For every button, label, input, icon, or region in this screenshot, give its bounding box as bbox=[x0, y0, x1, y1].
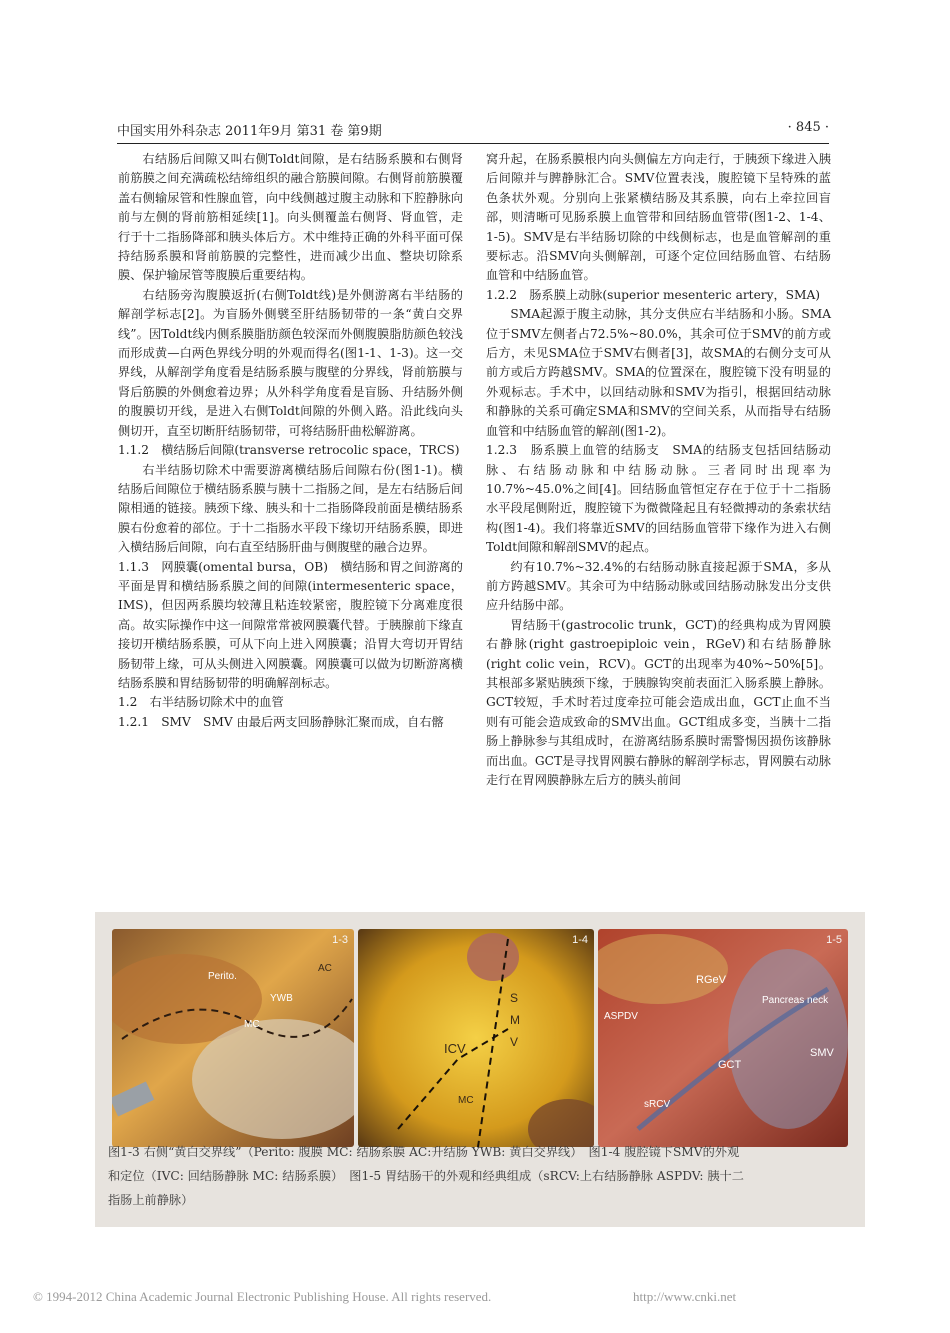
caption-line-2: 和定位（IVC: 回结肠静脉 MC: 结肠系膜） 图1-5 胃结肠干的外观和经典组成（sRCV:上右结肠静脉 ASPDV: 胰十二 bbox=[108, 1169, 744, 1183]
caption-line-3: 指肠上前静脉） bbox=[108, 1193, 194, 1207]
annotation-m: M bbox=[510, 1013, 520, 1027]
annotation-mc-1-4: MC bbox=[458, 1095, 474, 1106]
annotation-rgev: RGeV bbox=[696, 974, 726, 986]
right-column bbox=[486, 150, 831, 790]
annotation-v: V bbox=[510, 1035, 519, 1049]
annotation-ac: AC bbox=[318, 963, 332, 974]
annotation-pancreas-neck: Pancreas neck bbox=[762, 995, 829, 1006]
page-number: · 845 · bbox=[787, 120, 829, 135]
section-heading: 1.2 右半结肠切除术中的血管 bbox=[118, 695, 284, 710]
running-header bbox=[117, 120, 829, 142]
annotation-s: S bbox=[510, 991, 519, 1005]
annotation-perito: Perito. bbox=[208, 971, 237, 982]
paragraph: 约有10.7%~32.4%的右结肠动脉直接起源于SMA，多从前方跨越SMV。其余可为中结肠动脉或回结肠动脉发出分支供应升结肠中部。 bbox=[486, 559, 831, 613]
section-heading: 1.2.2 肠系膜上动脉(superior mesenteric artery，SMA) bbox=[486, 287, 821, 302]
copyright-notice: © 1994-2012 China Academic Journal Electronic Publishing House. All rights reserved. bbox=[33, 1289, 492, 1304]
figure-caption bbox=[108, 1140, 848, 1212]
photo-figure-1-3 bbox=[112, 929, 354, 1147]
paragraph: SMA起源于腹主动脉，其分支供应右半结肠和小肠。SMA位于SMV左侧者占72.5%~80.0%，其余可位于SMV的前方或后方，未见SMA位于SMV右侧者[3]，故SMA的右侧分支可从前方或后方跨越SMV。SMA的位置深在，腹腔镜下没有明显的外观标志。手术中，以回结动脉和SMV为指引，根据回结动脉和静脉的关系可确定SMA和SMV的空间关系，从而指导右结肠血管和中结肠血管的解剖(图1-2)。 bbox=[486, 307, 831, 438]
paragraph: 胃结肠干(gastrocolic trunk，GCT)的经典构成为胃网膜右静脉(right gastroepiploic vein，RGeV)和右结肠静脉(right colic vein，RCV)。GCT的出现率为40%~50%[5]。其根部多紧贴胰颈下缘，于胰腺钩突前表面汇入肠系膜上静脉。GCT较短，手术时若过度牵拉可能会造成出血，GCT止血不当则有可能会造成致命的SMV出血。GCT组成多变，当胰十二指肠上静脉参与其组成时，在游离结肠系膜时需警惕因损伤该静脉而出血。GCT是寻找胃网膜右静脉的解剖学标志，胃网膜右动脉走行在胃网膜静脉左后方的胰头前间 bbox=[486, 617, 831, 787]
annotation-ywb: YWB bbox=[270, 993, 293, 1004]
annotation-icv: ICV bbox=[444, 1041, 466, 1056]
footer-url[interactable]: http://www.cnki.net bbox=[633, 1289, 737, 1304]
paragraph: 右结肠旁沟腹膜返折(右侧Toldt线)是外侧游离右半结肠的解剖学标志[2]。为盲肠外侧襞至肝结肠韧带的一条“黄白交界线”。因Toldt线内侧系膜脂肪颜色较深而外侧腹膜脂肪颜色较浅而形成黄—白两色界线分明的外观而得名(图1-1、1-3)。这一交界线，从解剖学角度看是结肠系膜与腹壁的分界线，肾前筋膜与肾后筋膜的外侧愈着边界；从外科学角度看是盲肠、升结肠外侧的腹膜切开线，是进入右侧Toldt间隙的外侧入路。沿此线向头侧切开，直至切断肝结肠韧带，可将结肠肝曲松解游离。 bbox=[118, 287, 463, 438]
photo-1-5-image bbox=[598, 929, 848, 1147]
photo-1-4-image bbox=[358, 929, 594, 1147]
annotation-srcv: sRCV bbox=[644, 1099, 671, 1110]
annotation-smv: SMV bbox=[810, 1047, 834, 1059]
paragraph: 右结肠后间隙又叫右侧Toldt间隙，是右结肠系膜和右侧肾前筋膜之间充满疏松结缔组织的融合筋膜间隙。右侧肾前筋膜覆盖右侧输尿管和性腺血管，向中线侧越过腹主动脉和下腔静脉向前与左侧的肾前筋相延续[1]。向头侧覆盖右侧肾、肾血管，走行于十二指肠降部和胰头体后方。术中维持正确的外科平面可保持结肠系膜和肾前筋膜的完整性，进而减少出血、整块切除系膜、保护输尿管等腹膜后重要结构。 bbox=[118, 152, 463, 283]
photo-figure-1-5 bbox=[598, 929, 848, 1147]
photo-figure-1-4 bbox=[358, 929, 594, 1147]
annotation-gct: GCT bbox=[718, 1059, 742, 1071]
photo-1-3-label: 1-3 bbox=[332, 934, 348, 946]
footer bbox=[33, 1289, 933, 1305]
annotation-mc: MC bbox=[244, 1019, 260, 1030]
paragraph: 右半结肠切除术中需要游离横结肠后间隙右份(图1-1)。横结肠后间隙位于横结肠系膜与胰十二指肠之间，是左右结肠后间隙相通的链接。胰颈下缘、胰头和十二指肠降段前面是横结肠系膜右份愈着的部位。于十二指肠水平段下缘切开结肠系膜，即进入横结肠后间隙，向右直至结肠肝曲与侧腹壁的融合边界。 bbox=[118, 462, 463, 555]
section-heading: 1.1.3 网膜囊(omental bursa，OB) 横结肠和胃之间游离的平面是胃和横结肠系膜之间的间隙(intermesenteric space，IMS)，但因两系膜均较薄且粘连较紧密，腹腔镜下分离难度很高。故实际操作中这一间隙常常被网膜囊代替。于胰腺前下缘直接切开横结肠系膜，可从下向上进入网膜囊；沿胃大弯切开胃结肠韧带上缘，可从头侧进入网膜囊。网膜囊可以做为切断游离横结肠系膜和胃结肠韧带的明确解剖标志。 bbox=[118, 559, 463, 690]
journal-info: 中国实用外科杂志 2011年9月 第31 卷 第9期 bbox=[117, 124, 382, 139]
left-column bbox=[118, 150, 463, 732]
caption-line-1: 图1-3 右侧“黄白交界线”（Perito: 腹膜 MC: 结肠系膜 AC:升结肠 YWB: 黄白交界线） 图1-4 腹腔镜下SMV的外观 bbox=[108, 1145, 740, 1159]
section-heading: 1.2.1 SMV SMV 由最后两支回肠静脉汇聚而成，自右髂 bbox=[118, 714, 444, 729]
header-rule bbox=[117, 143, 829, 144]
photo-1-5-label: 1-5 bbox=[826, 934, 842, 946]
annotation-aspdv: ASPDV bbox=[604, 1011, 638, 1022]
section-heading: 窝升起，在肠系膜根内向头侧偏左方向走行，于胰颈下缘进入胰后间隙并与脾静脉汇合。SMV位置表浅，腹腔镜下呈特殊的蓝色条状外观。分别向上张紧横结肠及其系膜，向右上牵拉回盲部，则清晰可见肠系膜上血管带和回结肠血管带(图1-2、1-4、1-5)。SMV是右半结肠切除的中线侧标志，也是血管解剖的重要标志。沿SMV向头侧解剖，可逐个定位回结肠血管、右结肠血管和中结肠血管。 bbox=[486, 152, 831, 283]
photo-1-3-image bbox=[112, 929, 354, 1147]
section-heading: 1.2.3 肠系膜上血管的结肠支 SMA的结肠支包括回结肠动脉、右结肠动脉和中结肠动脉。三者同时出现率为10.7%~45.0%之间[4]。回结肠血管恒定存在于位于十二指肠水平段尾侧附近，腹腔镜下为微微隆起且有轻微搏动的条索状结构(图1-4)。我们将靠近SMV的回结肠血管带下缘作为进入右侧Toldt间隙和解剖SMV的起点。 bbox=[486, 443, 831, 555]
section-heading: 1.1.2 横结肠后间隙(transverse retrocolic space，TRCS) bbox=[118, 443, 460, 458]
photo-1-4-label: 1-4 bbox=[572, 934, 588, 946]
